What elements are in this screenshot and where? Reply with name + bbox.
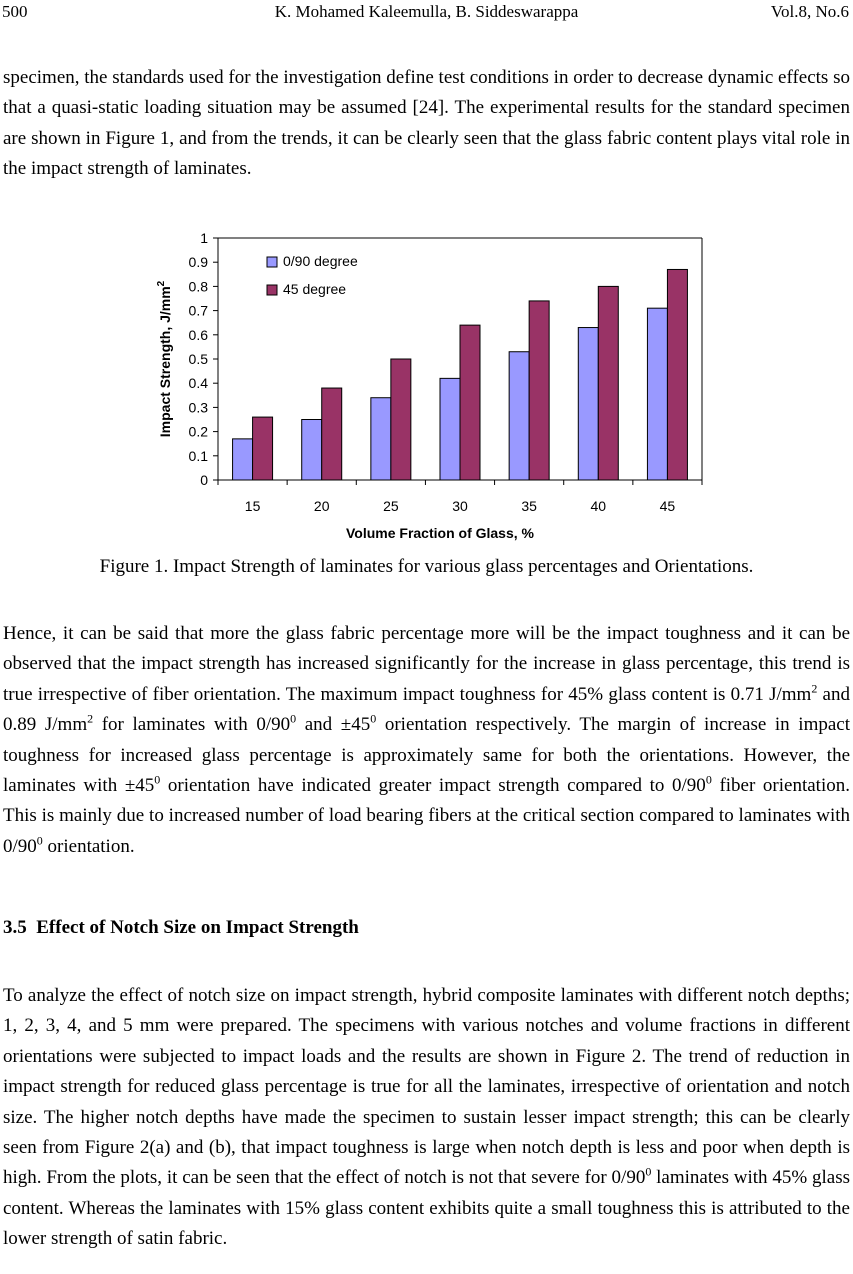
y-tick-label: 0.1: [188, 447, 208, 464]
superscript: 2: [811, 681, 818, 696]
legend-label: 0/90 degree: [283, 253, 358, 269]
legend-label: 45 degree: [283, 281, 347, 297]
figure-1-chart: [140, 222, 720, 548]
x-tick-label: 40: [590, 498, 607, 514]
bar-series-2: [253, 417, 273, 480]
bar-series-2: [598, 286, 618, 480]
paragraph-results-text-4: and ±45: [296, 714, 371, 736]
bar-series-1: [509, 352, 529, 480]
section-heading: 3.5 Effect of Notch Size on Impact Strength: [3, 917, 359, 938]
bar-series-1: [371, 398, 391, 480]
paragraph-results-text-6: orientation have indicated greater impact strength compared to 0/90: [160, 775, 706, 797]
y-axis-title-text: Impact Strength, J/mm: [157, 286, 173, 438]
legend: [267, 253, 358, 297]
x-axis-title: Volume Fraction of Glass, %: [345, 525, 535, 541]
bars: [233, 269, 688, 480]
bar-series-1: [578, 328, 598, 480]
paragraph-notch-text-2: laminates with 45% glass content. Whereas the laminates with 15% glass content exhibits quite a small toughness this is attributed to the lower strength of satin fabric.: [3, 1167, 850, 1250]
figure-caption: Figure 1. Impact Strength of laminates for various glass percentages and Orientations.: [99, 556, 754, 577]
legend-swatch: [267, 257, 277, 267]
y-axis-ticks: [189, 230, 218, 488]
y-tick-label: 0.3: [188, 399, 208, 416]
y-tick-label: 1: [200, 230, 208, 246]
bar-series-2: [391, 359, 411, 480]
y-axis-title-sup: 2: [156, 280, 167, 287]
running-header: [0, 0, 853, 26]
y-tick-label: 0.7: [188, 302, 208, 319]
superscript: 0: [36, 833, 43, 848]
paragraph-notch-text-1: To analyze the effect of notch size on impact strength, hybrid composite laminates with different notch depths; 1, 2, 3, 4, and 5 mm were prepared. The specimens with various notches and volume fractions in different orientations were subjected to impact loads and the results are shown in Figure 2. The trend of reduction in impact strength for reduced glass percentage is true for all the laminates, irrespective of orientation and notch size. The higher notch depths have made the specimen to sustain lesser impact strength; this can be clearly seen from Figure 2(a) and (b), that impact toughness is large when notch depth is less and poor when depth is high. From the plots, it can be seen that the effect of notch is not that severe for 0/90: [3, 985, 850, 1189]
paragraph-results-text-3: for laminates with 0/90: [93, 714, 291, 736]
x-tick-label: 30: [452, 498, 468, 514]
y-tick-label: 0.6: [188, 326, 208, 343]
superscript: 0: [705, 772, 712, 787]
paragraph-intro: specimen, the standards used for the investigation define test conditions in order to decrease dynamic effects so that a quasi-static loading situation may be assumed [24]. The experimental results for the standard specimen are shown in Figure 1, and from the trends, it can be clearly seen that the glass fabric content plays vital role in the impact strength of laminates.: [3, 67, 850, 180]
paragraph-results: [3, 619, 850, 862]
x-tick-label: 20: [313, 498, 330, 514]
running-header-volume: Vol.8, No.6: [770, 2, 849, 21]
bar-series-2: [322, 388, 342, 480]
legend-swatch: [267, 285, 277, 295]
superscript: 2: [87, 711, 94, 726]
superscript: 0: [290, 711, 297, 726]
bar-series-1: [440, 378, 460, 480]
paragraph-results-text-8: orientation.: [42, 835, 135, 857]
x-tick-label: 45: [659, 498, 676, 514]
y-tick-label: 0: [200, 472, 208, 488]
y-tick-label: 0.5: [188, 351, 208, 367]
paragraph-results-text-7: fiber orientation. This is mainly due to increased number of load bearing fibers at the critical section compared to laminates with 0/90: [3, 775, 850, 857]
superscript: 0: [154, 772, 161, 787]
bar-series-1: [647, 308, 667, 480]
y-tick-label: 0.4: [188, 375, 208, 392]
paragraph-notch: [3, 981, 850, 1255]
x-axis-ticks: [218, 480, 702, 514]
bar-series-2: [529, 301, 549, 480]
y-tick-label: 0.8: [188, 278, 208, 295]
bar-series-2: [460, 325, 480, 480]
y-axis-title: [156, 280, 173, 437]
y-tick-label: 0.2: [188, 423, 208, 440]
x-tick-label: 35: [521, 498, 537, 514]
x-tick-label: 15: [244, 498, 261, 514]
superscript: 0: [370, 711, 377, 726]
bar-series-1: [233, 439, 253, 480]
paragraph-results-text-2: and 0.89 J/mm: [3, 683, 850, 736]
bar-series-1: [302, 420, 322, 481]
x-tick-label: 25: [383, 498, 399, 514]
paragraph-results-text-1: Hence, it can be said that more the glass fabric percentage more will be the impact toughness and it can be observed that the impact strength has increased significantly for the increase in glass percentage, this trend is true irrespective of fiber orientation. The maximum impact toughness for 45% glass content is 0.71 J/mm: [3, 623, 850, 705]
page-number: 500: [2, 2, 28, 21]
paragraph-results-text-5: orientation respectively. The margin of increase in impact toughness for increased glass percentage is approximately same for both the orientations. However, the laminates with ±45: [3, 714, 850, 797]
running-header-authors: K. Mohamed Kaleemulla, B. Siddeswarappa: [274, 2, 579, 21]
y-tick-label: 0.9: [188, 254, 208, 271]
superscript: 0: [645, 1165, 652, 1180]
bar-series-2: [667, 269, 687, 480]
